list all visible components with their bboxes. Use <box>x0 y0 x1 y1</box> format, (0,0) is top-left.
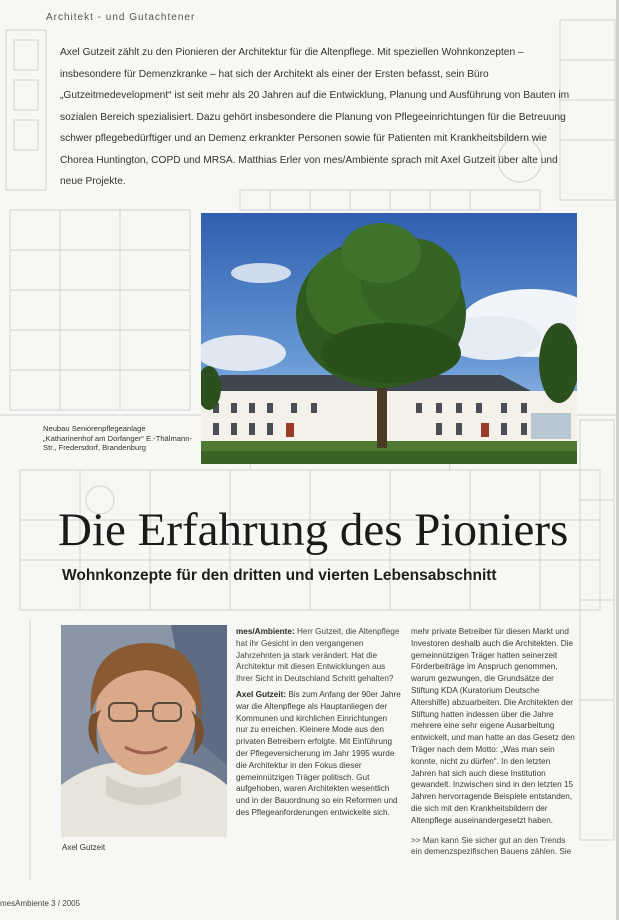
intro-paragraph: Axel Gutzeit zählt zu den Pionieren der Architektur für die Altenpflege. Mit speziellen Wohnkonzepten – insbesondere für Demenzkranke – hat sich der Architekt als einer der Ersten befasst, sein Büro „Gutzeitmedevelopment“ ist seit mehr als 20 Jahren auf die Entwicklung, Planung und Ausführung von Bauten im sozialen Bereich spezialisiert. Dazu gehört insbesondere die Planung von Pflegeeinrichtungen für die Betreuung schwer pflegebedürftiger und an Demenz erkrankter Personen sowie für Patienten mit Krankheitsbildern wie Chorea Huntington, COPD und MRSA. Matthias Erler von mes/Ambiente sprach mit Axel Gutzeit über alte und neue Projekte. <box>60 47 570 187</box>
building-photo <box>201 213 577 464</box>
next-question: >> Man kann Sie sicher gut an den Trends ein demenzspezifischen Bauens zählen. Sie <box>411 835 572 857</box>
portrait-caption: Axel Gutzeit <box>62 843 106 852</box>
building-photo-caption: Neubau Seniorenpflegeanlage „Katharinenhof am Dorfanger“ E.-Thälmann-Str., Fredersdorf, Brandenburg <box>43 424 192 452</box>
section-label: Architekt - und Gutachtener <box>46 12 196 23</box>
page-footer: mesAmbiente 3 / 2005 <box>0 899 81 908</box>
article-column-2 <box>411 626 576 858</box>
answer-label: Axel Gutzeit: <box>236 689 287 699</box>
headline: Die Erfahrung des Pioniers <box>58 504 569 556</box>
portrait-photo <box>61 625 227 837</box>
answer-continuation: mehr private Betreiber für diesen Markt und Investoren deshalb auch die Architekten. Die gemeinnützigen Träger hatten seinerzeit Förderbeiträge im Anspruch genommen, warum gezwungen, die Grundsätze der Stiftung KDA (Kuratorium Deutsche Altershilfe) abzuarbeiten. Die Architekten der Stiftung hatten indessen über die Jahre mehrere eine sehr eigene Ausarbeitung entwickelt, und man hatte an das Gesetz den Träger nach dem Motto: „Was man sein konnte, nicht zu dürfen“. In den letzten Jahren hat sich auch diese Institution gewandelt. Inzwischen sind in den letzten 15 Jahren hervorragende Beispiele entstanden, die sich mit den Krankheitsbildern der Altenpflege auseinandergesetzt haben. <box>411 627 575 825</box>
question-label: mes/Ambiente: <box>236 627 295 636</box>
answer-text: Bis zum Anfang der 90er Jahre war die Altenpflege als Hauptanliegen der Kommunen und kirchlichen Einrichtungen nur zu erreichen. Kleinere Mode aus den privaten Betreibern erfolgte. Mit Einführung der Pflegeversicherung im Jahr 1995 wurde die Architektur in den Fokus dieser gemeinnützigen Träger politisch. Gut aufgehoben, waren Architekten wesentlich und in der Bauordnung so ein Reformen und des Pflegeanforderungen entwickelte sich. <box>236 689 401 817</box>
article-column-1 <box>236 626 401 819</box>
question-text: Herr Gutzeit, die Altenpflege hat ihr Gesicht in den vergangenen Jahrzehnten ja stark verändert. Hat die Architektur mit diesen Entwicklungen aus Ihrer Sicht in Deutschland Schritt gehalten? <box>236 627 400 684</box>
subheadline: Wohnkonzepte für den dritten und vierten Lebensabschnitt <box>62 567 497 584</box>
